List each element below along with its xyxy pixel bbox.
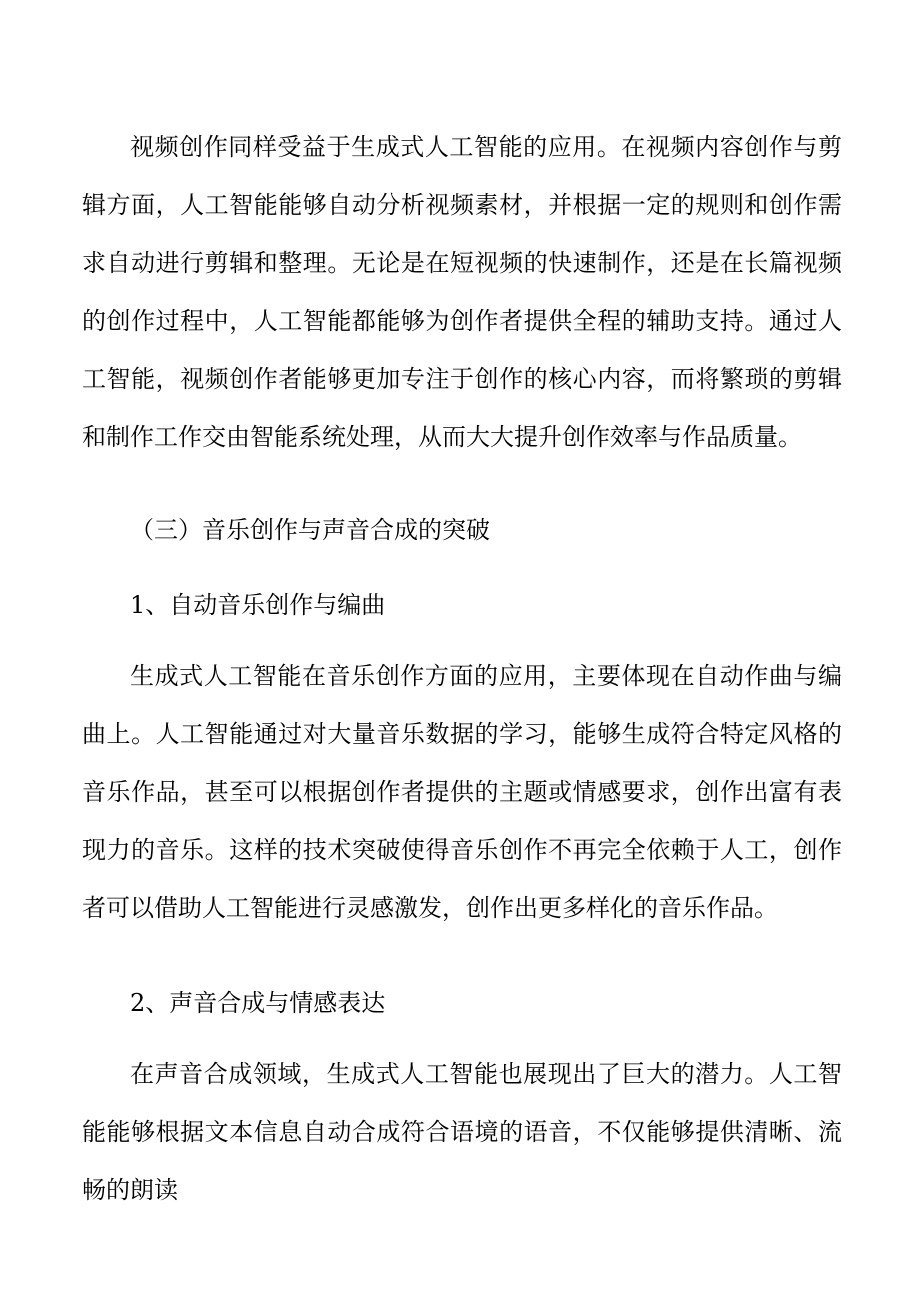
section-heading-music-voice: （三）音乐创作与声音合成的突破 (130, 516, 490, 544)
paragraph-video-creation: 视频创作同样受益于生成式人工智能的应用。在视频内容创作与剪辑方面，人工智能能够自动分析视频素材，并根据一定的规则和创作需求自动进行剪辑和整理。无论是在短视频的快速制作，还是在长篇视频的创作过程中，人工智能都能够为创作者提供全程的辅助支持。通过人工智能，视频创作者能够更加专注于创作的核心内容，而将繁琐的剪辑和制作工作交由智能系统处理，从而大大提升创作效率与作品质量。 (82, 133, 842, 451)
subheading-voice-synthesis: 2、声音合成与情感表达 (130, 989, 386, 1017)
paragraph-voice-synthesis: 在声音合成领域，生成式人工智能也展现出了巨大的潜力。人工智能能够根据文本信息自动合成符合语境的语音，不仅能够提供清晰、流畅的朗读 (82, 1060, 842, 1204)
subheading-auto-music: 1、自动音乐创作与编曲 (130, 591, 386, 619)
paragraph-music-creation: 生成式人工智能在音乐创作方面的应用，主要体现在自动作曲与编曲上。人工智能通过对大量音乐数据的学习，能够生成符合特定风格的音乐作品，甚至可以根据创作者提供的主题或情感要求，创作出富有表现力的音乐。这样的技术突破使得音乐创作不再完全依赖于人工，创作者可以借助人工智能进行灵感激发，创作出更多样化的音乐作品。 (82, 662, 842, 922)
